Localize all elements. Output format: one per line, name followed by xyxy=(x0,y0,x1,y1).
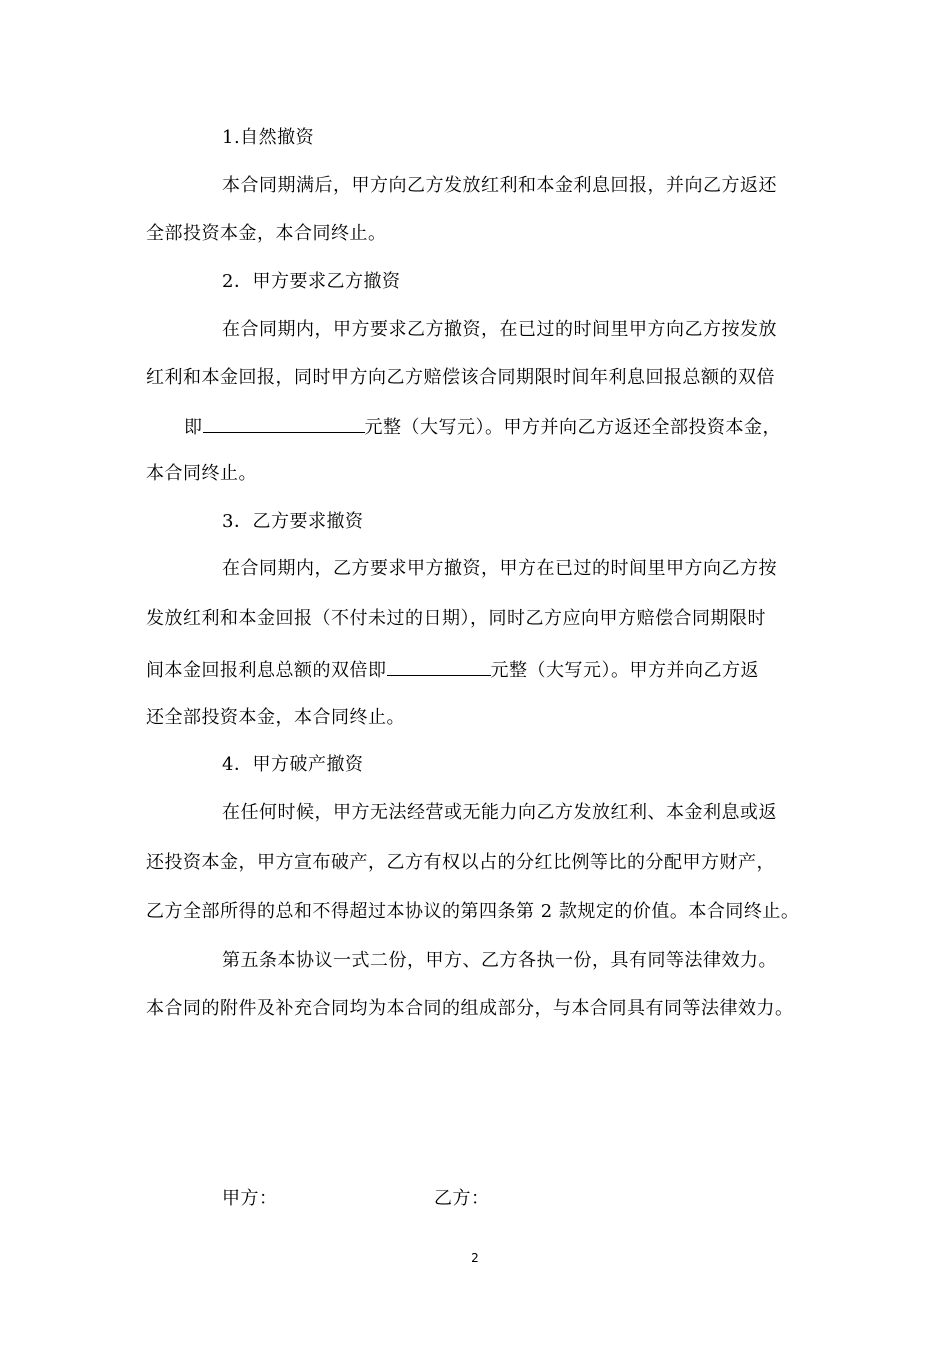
amount-blank-field xyxy=(203,414,365,433)
section-3-paragraph-line-2: 发放红利和本金回报（不付未过的日期），同时乙方应向甲方赔偿合同期限时 xyxy=(146,608,766,629)
party-b-signature-label: 乙方： xyxy=(434,1188,490,1209)
section-1-paragraph-line-2: 全部投资本金，本合同终止。 xyxy=(146,223,387,244)
article-5-line-2: 本合同的附件及补充合同均为本合同的组成部分，与本合同具有同等法律效力。 xyxy=(146,998,794,1019)
section-2-paragraph-line-4: 本合同终止。 xyxy=(146,463,257,484)
section-4-heading: 4．甲方破产撤资 xyxy=(222,754,364,775)
party-a-signature-label: 甲方： xyxy=(222,1188,278,1209)
section-4-paragraph-line-1: 在任何时候，甲方无法经营或无能力向乙方发放红利、本金利息或返 xyxy=(222,802,777,823)
section-1-heading: 1.自然撤资 xyxy=(222,127,315,148)
section-3-line-3-suffix: 元整（大写元）。甲方并向乙方返 xyxy=(490,660,759,681)
amount-blank-field xyxy=(387,657,491,676)
section-2-paragraph-line-2: 红利和本金回报，同时甲方向乙方赔偿该合同期限时间年利息回报总额的双倍 xyxy=(146,367,775,388)
section-2-heading: 2．甲方要求乙方撤资 xyxy=(222,271,401,292)
section-2-line-3-prefix: 即 xyxy=(184,417,203,438)
section-1-paragraph-line-1: 本合同期满后，甲方向乙方发放红利和本金利息回报，并向乙方返还 xyxy=(222,175,777,196)
page-number: 2 xyxy=(471,1251,479,1265)
section-4-paragraph-line-3: 乙方全部所得的总和不得超过本协议的第四条第 2 款规定的价值。本合同终止。 xyxy=(146,901,800,922)
section-2-paragraph-line-1: 在合同期内，甲方要求乙方撤资，在已过的时间里甲方向乙方按发放 xyxy=(222,319,777,340)
section-3-paragraph-line-1: 在合同期内，乙方要求甲方撤资，甲方在已过的时间里甲方向乙方按 xyxy=(222,558,777,579)
section-4-paragraph-line-2: 还投资本金，甲方宣布破产，乙方有权以占的分红比例等比的分配甲方财产， xyxy=(146,852,775,873)
article-5-line-1: 第五条本协议一式二份，甲方、乙方各执一份，具有同等法律效力。 xyxy=(222,950,777,971)
section-2-line-3-suffix: 元整（大写元）。甲方并向乙方返还全部投资本金， xyxy=(364,417,781,438)
section-2-paragraph-line-3 xyxy=(184,414,781,440)
section-3-paragraph-line-4: 还全部投资本金，本合同终止。 xyxy=(146,707,405,728)
section-3-line-3-prefix: 间本金回报利息总额的双倍即 xyxy=(146,660,387,681)
section-3-paragraph-line-3 xyxy=(146,657,759,683)
section-3-heading: 3．乙方要求撤资 xyxy=(222,511,364,532)
